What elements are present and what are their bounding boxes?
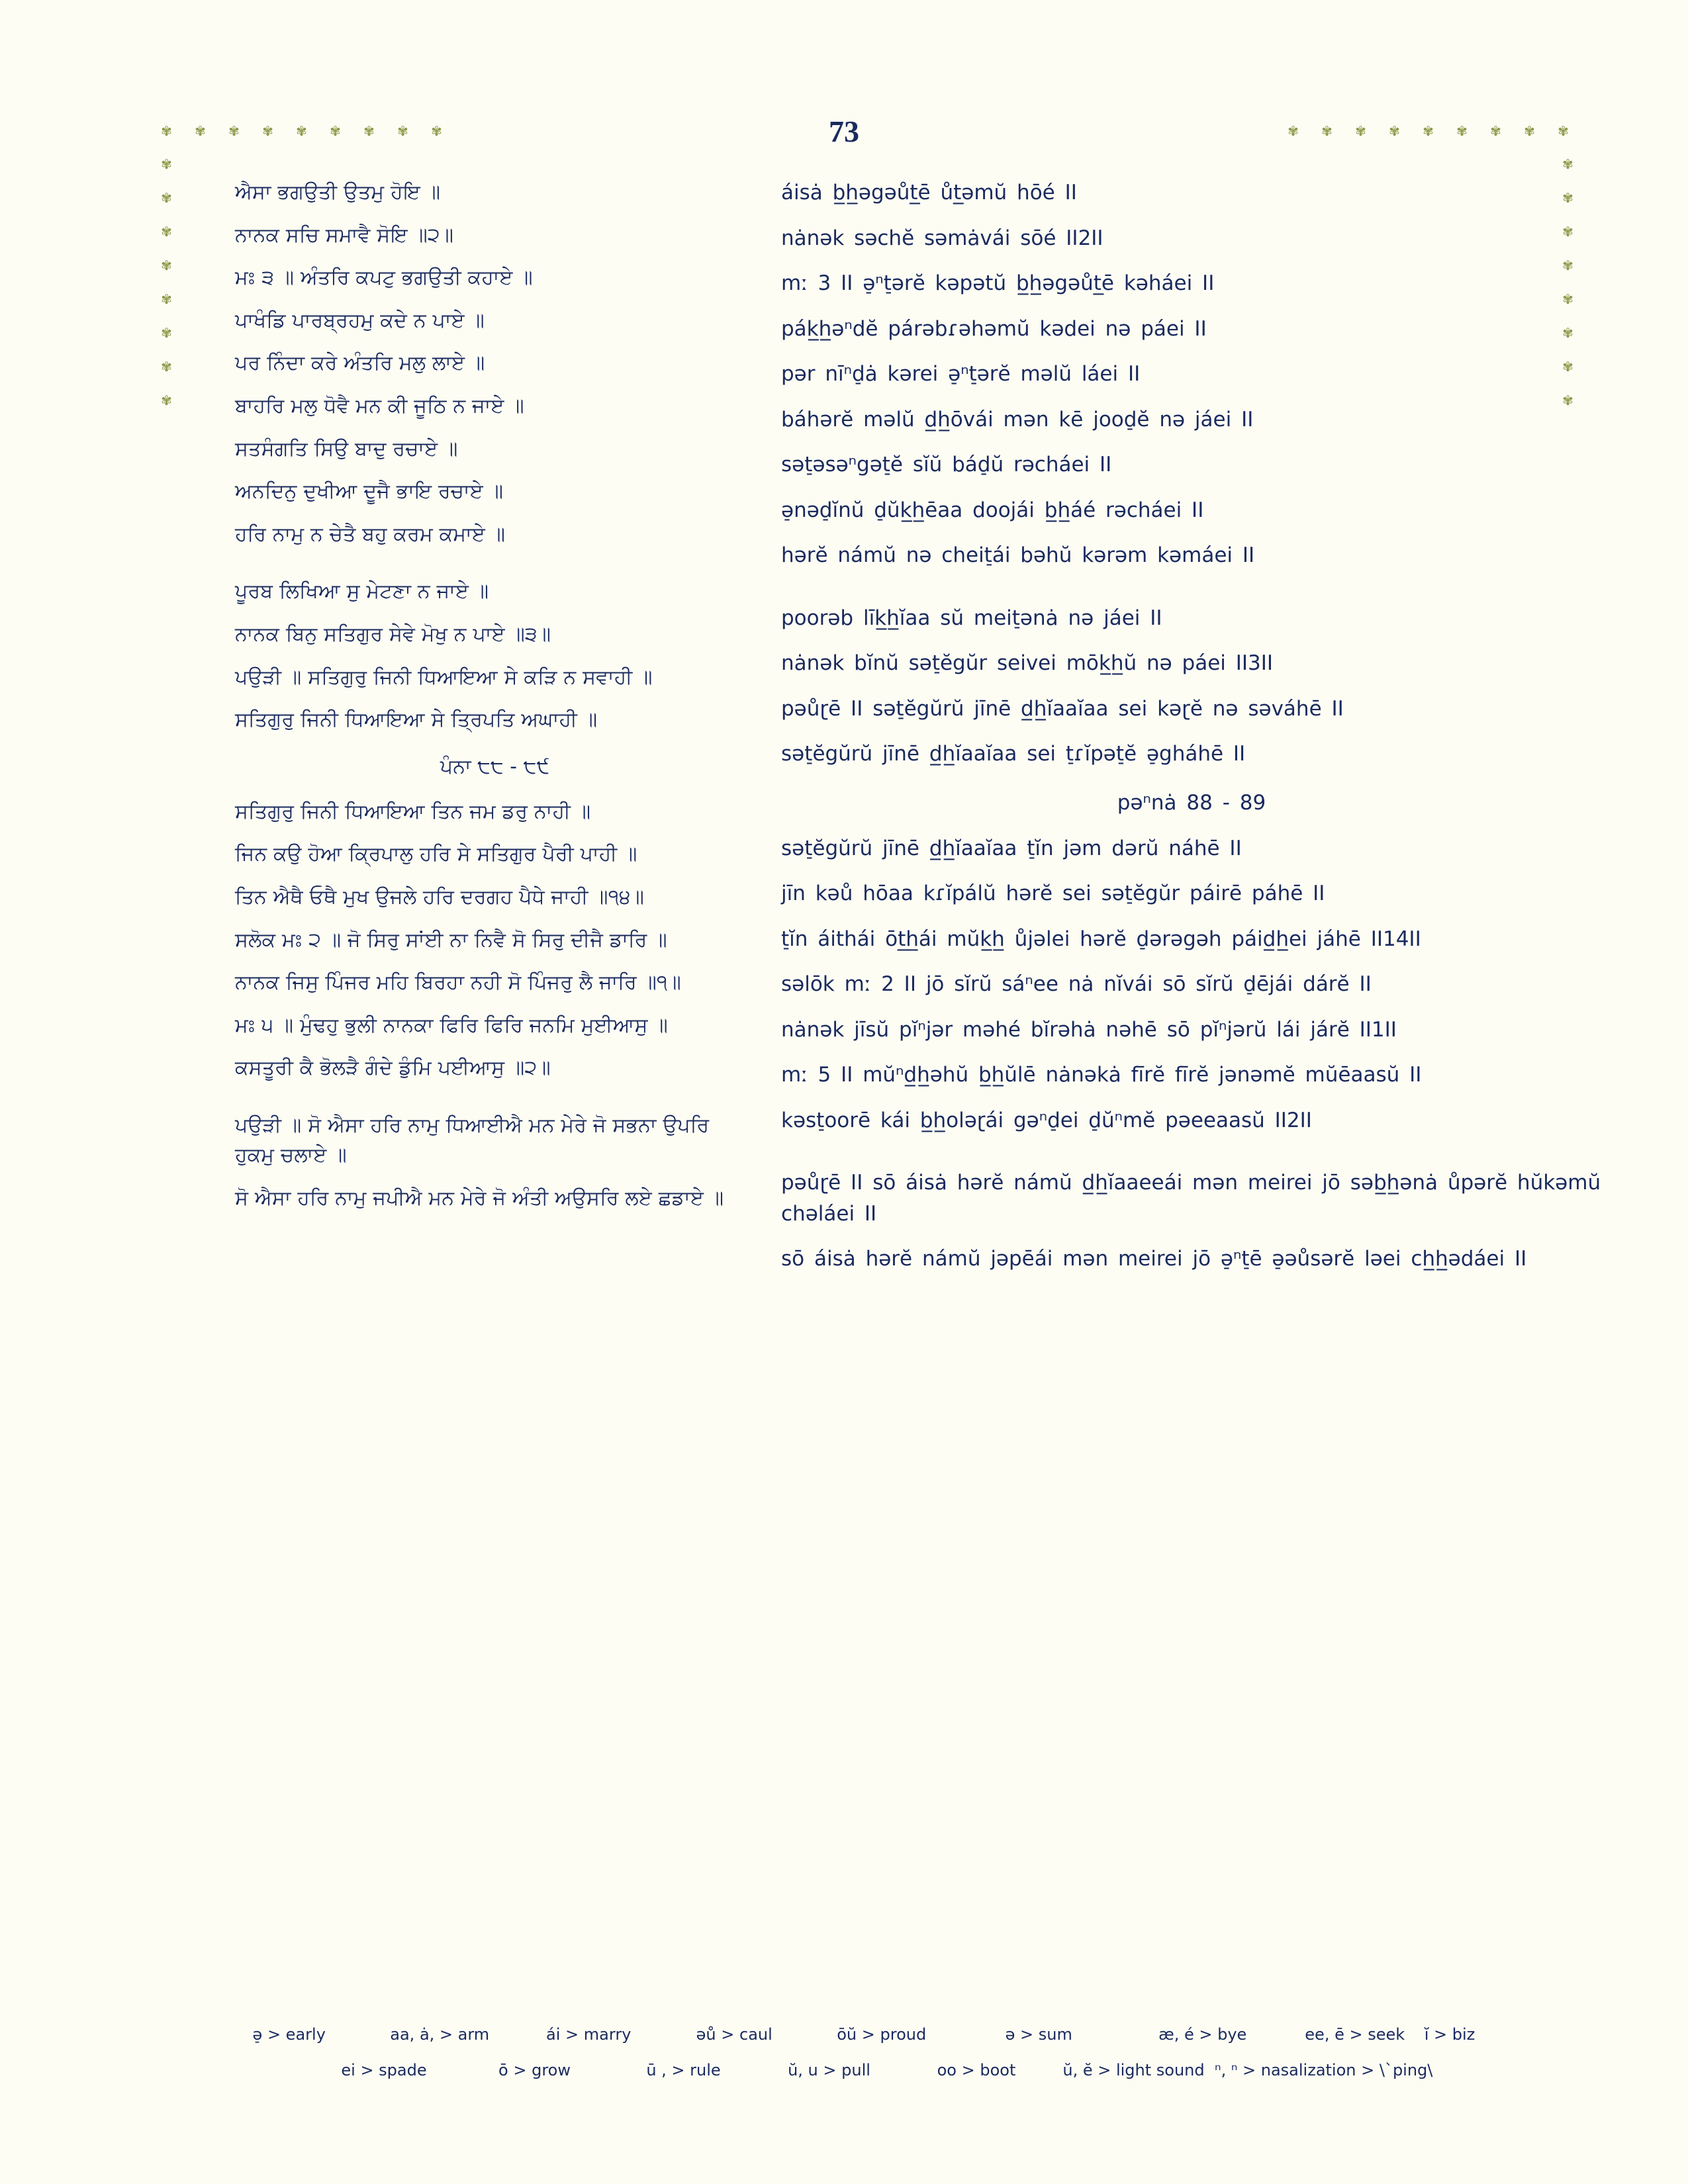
floret-icon: ✾ [296,123,307,139]
transliteration-line: sət̠əsəⁿgət̠ĕ sĭŭ bád̠ŭ rəcháei II [781,453,1112,477]
ang-label-roman: pəⁿnȧ 88 - 89 [1117,790,1266,815]
scripture-line: ਤਿਨ ਐਥੈ ਓਥੈ ਮੁਖ ਉਜਲੇ ਹਰਿ ਦਰਗਹ ਪੈਧੇ ਜਾਹੀ ॥੧੪॥ [235,885,645,909]
transliteration-line: kəst̠oorē kái b̲h̲oləɽái gəⁿd̠ei d̠ŭⁿmĕ pəeeaasŭ II2II [781,1108,1312,1132]
floret-icon: ✾ [161,392,172,408]
scripture-line: ਨਾਨਕ ਜਿਸੁ ਪਿੰਜਰ ਮਹਿ ਬਿਰਹਾ ਨਹੀ ਸੋ ਪਿੰਜਰੁ ਲੈ ਜਾਰਿ ॥੧॥ [235,971,681,995]
transliteration-column [774,177,1688,1289]
legend-entry: ō > grow [498,2061,571,2079]
floret-icon: ✾ [195,123,206,139]
transliteration-line: poorəb līk̲h̲ĭaa sŭ meit̠ənȧ nə jáei II [781,606,1162,630]
line-spacer [235,1096,755,1111]
scripture-line: ਅਨਦਿਨੁ ਦੁਖੀਆ ਦੂਜੈ ਭਾਇ ਰਚਾਏ ॥ [235,480,504,504]
scripture-line: ਪੂਰਬ ਲਿਖਿਆ ਸੁ ਮੇਟਣਾ ਨ ਜਾਏ ॥ [235,580,489,604]
scripture-line: ਐਸਾ ਭਗਉਤੀ ਉਤਮੁ ਹੋਇ ॥ [235,181,441,204]
transliteration-line: sō áisȧ hərĕ námŭ jəpēái mən meirei jō ə̠ⁿt̠ē ə̠əůsərĕ ləei ch̲h̲ədáei II [781,1247,1527,1271]
floret-icon: ✾ [431,123,442,139]
floret-icon: ✾ [161,359,172,375]
floret-icon: ✾ [1355,123,1366,139]
line-spacer [235,562,755,576]
floret-icon: ✾ [161,190,172,206]
legend-entry: aa, ȧ, > arm [390,2025,490,2044]
floret-icon: ✾ [397,123,408,139]
transliteration-line: áisȧ b̲h̲əgəůt̲ē ůt̲əmŭ hōé II [781,181,1077,205]
floret-icon: ✾ [363,123,375,139]
legend-entry: ⁿ, ⁿ > nasalization > \ˋping\ [1215,2061,1433,2079]
floret-icon: ✾ [161,291,172,307]
scripture-line: ਜਿਨ ਕਉ ਹੋਆ ਕ੍ਰਿਪਾਲੁ ਹਰਿ ਸੇ ਸਤਿਗੁਰ ਪੈਰੀ ਪਾਹੀ ॥ [235,842,637,866]
floret-icon: ✾ [1562,325,1573,341]
floret-icon: ✾ [262,123,273,139]
transliteration-line: jīn kəů hōaa kɾĭpálŭ hərĕ sei sət̠ĕgŭr páirē páhē II [781,882,1325,905]
floret-icon: ✾ [1490,123,1501,139]
floret-icon: ✾ [161,156,172,172]
scripture-line: ਨਾਨਕ ਬਿਨੁ ਸਤਿਗੁਰ ਸੇਵੇ ਮੋਖੁ ਨ ਪਾਏ ॥੩॥ [235,622,551,646]
transliteration-line: nȧnək səchĕ səmȧvái sōé II2II [781,226,1103,250]
legend-entry: æ, é > bye [1158,2025,1247,2044]
transliteration-line: ə̠nəd̠ĭnŭ d̠ŭk̲h̲ēaa doojái b̲h̲áé rəcháei II [781,498,1204,522]
transliteration-line: sət̠ĕgŭrŭ jīnē d̲h̲ĭaaĭaa t̠ĭn jəm dərŭ náhē II [781,836,1242,860]
scripture-line: ਪਉੜੀ ॥ ਸੋ ਐਸਾ ਹਰਿ ਨਾਮੁ ਧਿਆਈਐ ਮਨ ਮੇਰੇ ਜੋ ਸਭਨਾ ਉਪਰਿ ਹੁਕਮੁ ਚਲਾਏ ॥ [235,1113,710,1167]
floret-icon: ✾ [161,123,172,139]
legend-entry: ōŭ > proud [837,2025,927,2044]
floret-icon: ✾ [1423,123,1434,139]
floret-icon: ✾ [1562,224,1573,240]
transliteration-line: hərĕ námŭ nə cheit̠ái bəhŭ kərəm kəmáei II [781,543,1255,567]
scripture-line: ਕਸਤੂਰੀ ਕੈ ਭੋਲੜੈ ਗੰਦੇ ਡੁੰਮਿ ਪਈਆਸੁ ॥੨॥ [235,1056,551,1080]
floret-icon: ✾ [330,123,341,139]
legend-entry: ĭ > biz [1424,2025,1476,2044]
ang-label-gurmukhi: ਪੰਨਾ ੮੮ - ੮੯ [440,754,550,778]
floret-icon: ✾ [228,123,240,139]
transliteration-line: sət̠ĕgŭrŭ jīnē d̲h̲ĭaaĭaa sei t̠ɾĭpət̠ĕ ə̠gháhē II [781,742,1246,766]
legend-row-2 [0,2061,1688,2079]
floret-icon: ✾ [161,325,172,341]
legend-entry: oo > boot [937,2061,1016,2079]
scripture-line: ਸਲੋਕ ਮਃ ੨ ॥ ਜੋ ਸਿਰੁ ਸਾਂਈ ਨਾ ਨਿਵੈ ਸੋ ਸਿਰੁ ਦੀਜੈ ਡਾਰਿ ॥ [235,928,667,952]
line-spacer [781,586,1602,603]
scripture-line: ਸੋ ਐਸਾ ਹਰਿ ਨਾਮੁ ਜਪੀਐ ਮਨ ਮੇਰੇ ਜੋ ਅੰਤੀ ਅਉਸਰਿ ਲਏ ਛਡਾਏ ॥ [235,1187,724,1210]
body-columns [0,177,1688,1289]
line-spacer [781,1150,1602,1167]
floret-icon: ✾ [1288,123,1299,139]
floret-icon: ✾ [1389,123,1400,139]
scripture-line: ਸਤਿਗੁਰੁ ਜਿਨੀ ਧਿਆਇਆ ਤਿਨ ਜਮ ਡਰੁ ਨਾਹੀ ॥ [235,799,591,823]
transliteration-line: pəůɽē II sət̠ĕgŭrŭ jīnē d̲h̲ĭaaĭaa sei kəɽĕ nə səváhē II [781,696,1344,721]
floret-icon: ✾ [1562,156,1573,172]
transliteration-line: pák̲h̲əⁿdĕ párəbɾəhəmŭ kədei nə páei II [781,316,1207,341]
scripture-line: ਸਤਿਗੁਰੁ ਜਿਨੀ ਧਿਆਇਆ ਸੇ ਤ੍ਰਿਪਤਿ ਅਘਾਹੀ ॥ [235,708,598,732]
legend-entry: ū , > rule [646,2061,721,2079]
floret-icon: ✾ [1562,190,1573,206]
floret-icon: ✾ [161,257,172,273]
gurmukhi-column [0,177,774,1289]
transliteration-line: pər nīⁿd̠ȧ kərei ə̠ⁿt̠ərĕ məlŭ láei II [781,362,1141,386]
floret-icon: ✾ [1562,291,1573,307]
floret-icon: ✾ [1562,257,1573,273]
transliteration-line: nȧnək jīsŭ pĭⁿjər məhé bĭrəhȧ nəhē sō pĭⁿjərŭ lái járĕ II1II [781,1017,1397,1042]
floret-icon: ✾ [1558,123,1569,139]
pronunciation-legend [0,2025,1688,2097]
legend-row-1 [0,2025,1688,2044]
scripture-line: ਬਾਹਰਿ ਮਲੁ ਧੋਵੈ ਮਨ ਕੀ ਜੂਠਿ ਨ ਜਾਏ ॥ [235,394,524,418]
legend-entry: ə̠ > early [252,2025,326,2044]
floret-icon: ✾ [1562,359,1573,375]
page-number: 73 [829,114,859,148]
transliteration-line: mː 5 II mŭⁿd̲h̲əhŭ b̲h̲ŭlē nȧnəkȧ fīrĕ fīrĕ jənəmĕ mŭēaasŭ II [781,1063,1422,1087]
scripture-line: ਪਉੜੀ ॥ ਸਤਿਗੁਰੁ ਜਿਨੀ ਧਿਆਇਆ ਸੇ ਕੜਿ ਨ ਸਵਾਹੀ ॥ [235,665,653,689]
floret-icon: ✾ [1321,123,1333,139]
floret-icon: ✾ [1524,123,1535,139]
transliteration-line: t̠ĭn áithái ōt̲h̲ái mŭk̲h̲ ůjəlei hərĕ d̠ərəgəh páid̲h̲ei jáhē II14II [781,927,1421,951]
scripture-line: ਨਾਨਕ ਸਚਿ ਸਮਾਵੈ ਸੋਇ ॥੨॥ [235,223,454,247]
transliteration-line: nȧnək bĭnŭ sət̠ĕgŭr seivei mōk̲h̲ŭ nə páei II3II [781,651,1274,675]
scripture-line: ਪਾਖੰਡਿ ਪਾਰਬ੍ਰਹਮੁ ਕਦੇ ਨ ਪਾਏ ॥ [235,308,485,332]
floret-icon: ✾ [161,224,172,240]
transliteration-line: səlōk mː 2 II jō sĭrŭ sáⁿee nȧ nĭvái sō sĭrŭ d̠ējái dárĕ II [781,972,1372,996]
transliteration-line: mː 3 II ə̠ⁿt̠ərĕ kəpətŭ b̲h̲əgəůt̲ē kəháei II [781,271,1215,295]
legend-entry: ŭ, u > pull [788,2061,870,2079]
legend-entry: ŭ, ĕ > light sound [1062,2061,1205,2079]
scripture-line: ਪਰ ਨਿੰਦਾ ਕਰੇ ਅੰਤਰਿ ਮਲੁ ਲਾਏ ॥ [235,351,485,375]
scripture-line: ਸਤਸੰਗਤਿ ਸਿਉ ਬਾਦੁ ਰਚਾਏ ॥ [235,437,458,461]
legend-entry: ee, ē > seek [1305,2025,1405,2044]
legend-entry: əů > caul [696,2025,773,2044]
scripture-line: ਹਰਿ ਨਾਮੁ ਨ ਚੇਤੈ ਬਹੁ ਕਰਮ ਕਮਾਏ ॥ [235,522,506,546]
floret-icon: ✾ [1456,123,1468,139]
transliteration-line: pəůɽē II sō áisȧ hərĕ námŭ d̲h̲ĭaaeeái mən meirei jō səb̲h̲ənȧ ůpərĕ hŭkəmŭ chəláei II [781,1171,1601,1226]
legend-entry: ái > marry [546,2025,632,2044]
scripture-line: ਮਃ ੫ ॥ ਮੁੰਢਹੁ ਭੁਲੀ ਨਾਨਕਾ ਫਿਰਿ ਫਿਰਿ ਜਨਮਿ ਮੁਈਆਸੁ ॥ [235,1013,668,1037]
legend-entry: ei > spade [341,2061,427,2079]
legend-entry: ə > sum [1005,2025,1072,2044]
transliteration-line: báhərĕ məlŭ d̲h̲ōvái mən kē jood̠ĕ nə jáei II [781,407,1254,432]
floret-icon: ✾ [1562,392,1573,408]
scripture-line: ਮਃ ੩ ॥ ਅੰਤਰਿ ਕਪਟੁ ਭਗਉਤੀ ਕਹਾਏ ॥ [235,266,533,290]
